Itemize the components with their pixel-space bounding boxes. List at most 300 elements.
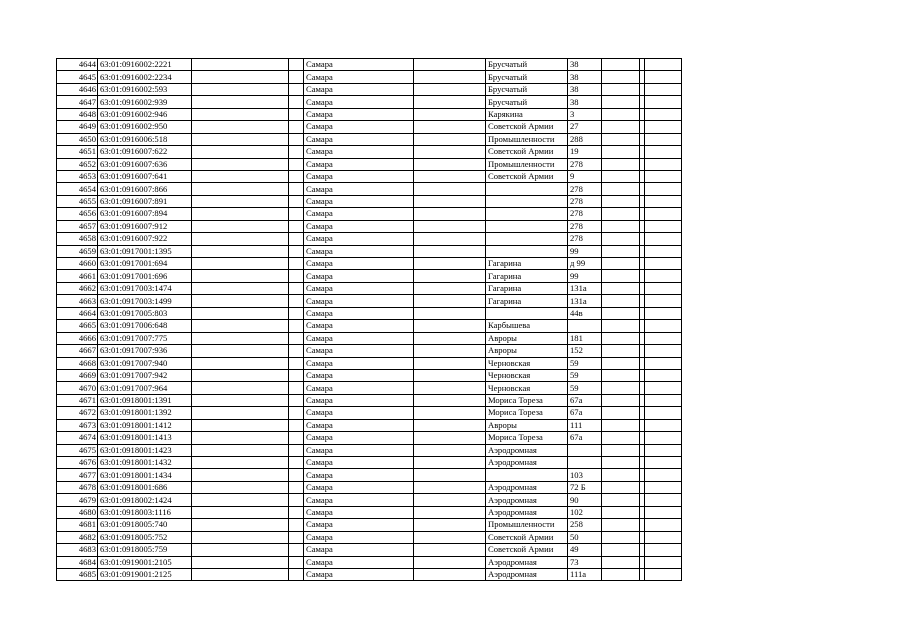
- house-cell: 38: [568, 96, 602, 108]
- table-row: [57, 444, 682, 456]
- house-cell: 73: [568, 556, 602, 568]
- row-number: 4664: [57, 307, 98, 319]
- empty-cell: [192, 59, 289, 71]
- row-number: 4680: [57, 506, 98, 518]
- house-cell: 278: [568, 195, 602, 207]
- empty-cell: [192, 494, 289, 506]
- empty-cell: [645, 568, 682, 580]
- empty-cell: [414, 170, 486, 182]
- house-cell: 49: [568, 544, 602, 556]
- empty-cell: [602, 345, 640, 357]
- empty-cell: [289, 481, 304, 493]
- row-number: 4673: [57, 419, 98, 431]
- empty-cell: [192, 369, 289, 381]
- empty-cell: [289, 531, 304, 543]
- empty-cell: [289, 457, 304, 469]
- row-number: 4676: [57, 457, 98, 469]
- house-cell: 278: [568, 208, 602, 220]
- table-row: [57, 345, 682, 357]
- empty-cell: [289, 220, 304, 232]
- table-row: [57, 258, 682, 270]
- city-cell: Самара: [304, 382, 414, 394]
- table-row: [57, 158, 682, 170]
- empty-cell: [414, 432, 486, 444]
- empty-cell: [602, 419, 640, 431]
- empty-cell: [289, 183, 304, 195]
- empty-cell: [414, 481, 486, 493]
- empty-cell: [289, 295, 304, 307]
- city-cell: Самара: [304, 394, 414, 406]
- empty-cell: [602, 220, 640, 232]
- empty-cell: [289, 345, 304, 357]
- table-row: [57, 568, 682, 580]
- empty-cell: [192, 158, 289, 170]
- empty-cell: [414, 220, 486, 232]
- empty-cell: [602, 320, 640, 332]
- cadastral-number: 63:01:0918001:1434: [98, 469, 192, 481]
- house-cell: [568, 444, 602, 456]
- empty-cell: [192, 556, 289, 568]
- row-number: 4678: [57, 481, 98, 493]
- empty-cell: [192, 108, 289, 120]
- house-cell: 278: [568, 220, 602, 232]
- cadastral-number: 63:01:0918001:1423: [98, 444, 192, 456]
- empty-cell: [645, 258, 682, 270]
- table-row: [57, 170, 682, 182]
- empty-cell: [645, 481, 682, 493]
- table-row: [57, 220, 682, 232]
- empty-cell: [414, 71, 486, 83]
- empty-cell: [602, 469, 640, 481]
- cadastral-number: 63:01:0916007:641: [98, 170, 192, 182]
- empty-cell: [602, 519, 640, 531]
- empty-cell: [414, 96, 486, 108]
- empty-cell: [192, 208, 289, 220]
- empty-cell: [414, 419, 486, 431]
- house-cell: 181: [568, 332, 602, 344]
- table-row: [57, 83, 682, 95]
- empty-cell: [645, 108, 682, 120]
- city-cell: Самара: [304, 245, 414, 257]
- street-cell: Брусчатый: [486, 71, 568, 83]
- empty-cell: [645, 444, 682, 456]
- empty-cell: [192, 419, 289, 431]
- cadastral-number: 63:01:0916006:518: [98, 133, 192, 145]
- row-number: 4668: [57, 357, 98, 369]
- street-cell: Брусчатый: [486, 59, 568, 71]
- empty-cell: [645, 158, 682, 170]
- empty-cell: [192, 382, 289, 394]
- empty-cell: [289, 83, 304, 95]
- empty-cell: [645, 220, 682, 232]
- empty-cell: [192, 245, 289, 257]
- street-cell: Советской Армии: [486, 146, 568, 158]
- city-cell: Самара: [304, 332, 414, 344]
- row-number: 4661: [57, 270, 98, 282]
- street-cell: Промышленности: [486, 158, 568, 170]
- row-number: 4660: [57, 258, 98, 270]
- cadastral-number: 63:01:0918001:686: [98, 481, 192, 493]
- empty-cell: [289, 382, 304, 394]
- table-row: [57, 494, 682, 506]
- empty-cell: [289, 544, 304, 556]
- empty-cell: [645, 183, 682, 195]
- city-cell: Самара: [304, 258, 414, 270]
- house-cell: 103: [568, 469, 602, 481]
- row-number: 4651: [57, 146, 98, 158]
- row-number: 4644: [57, 59, 98, 71]
- city-cell: Самара: [304, 432, 414, 444]
- cadastral-number: 63:01:0917003:1474: [98, 282, 192, 294]
- empty-cell: [414, 531, 486, 543]
- empty-cell: [414, 457, 486, 469]
- empty-cell: [192, 469, 289, 481]
- street-cell: [486, 245, 568, 257]
- empty-cell: [192, 295, 289, 307]
- street-cell: Аэродромная: [486, 568, 568, 580]
- empty-cell: [645, 208, 682, 220]
- empty-cell: [414, 233, 486, 245]
- empty-cell: [289, 506, 304, 518]
- empty-cell: [192, 544, 289, 556]
- empty-cell: [602, 96, 640, 108]
- row-number: 4655: [57, 195, 98, 207]
- street-cell: Аэродромная: [486, 457, 568, 469]
- house-cell: 9: [568, 170, 602, 182]
- empty-cell: [414, 320, 486, 332]
- street-cell: [486, 208, 568, 220]
- table-row: [57, 519, 682, 531]
- street-cell: Промышленности: [486, 519, 568, 531]
- empty-cell: [414, 270, 486, 282]
- house-cell: 27: [568, 121, 602, 133]
- empty-cell: [192, 444, 289, 456]
- empty-cell: [289, 133, 304, 145]
- row-number: 4658: [57, 233, 98, 245]
- cadastral-number: 63:01:0916007:894: [98, 208, 192, 220]
- table-row: [57, 481, 682, 493]
- row-number: 4675: [57, 444, 98, 456]
- empty-cell: [414, 394, 486, 406]
- empty-cell: [192, 282, 289, 294]
- row-number: 4674: [57, 432, 98, 444]
- empty-cell: [414, 369, 486, 381]
- street-cell: Черновская: [486, 382, 568, 394]
- cadastral-number: 63:01:0917001:694: [98, 258, 192, 270]
- row-number: 4663: [57, 295, 98, 307]
- street-cell: Советской Армии: [486, 170, 568, 182]
- row-number: 4677: [57, 469, 98, 481]
- empty-cell: [602, 245, 640, 257]
- row-number: 4656: [57, 208, 98, 220]
- cadastral-number: 63:01:0917001:1395: [98, 245, 192, 257]
- empty-cell: [602, 258, 640, 270]
- empty-cell: [645, 133, 682, 145]
- empty-cell: [289, 208, 304, 220]
- street-cell: Карякина: [486, 108, 568, 120]
- empty-cell: [192, 83, 289, 95]
- empty-cell: [414, 83, 486, 95]
- empty-cell: [414, 121, 486, 133]
- empty-cell: [289, 195, 304, 207]
- city-cell: Самара: [304, 170, 414, 182]
- street-cell: Аэродромная: [486, 494, 568, 506]
- empty-cell: [414, 444, 486, 456]
- row-number: 4649: [57, 121, 98, 133]
- city-cell: Самара: [304, 544, 414, 556]
- city-cell: Самара: [304, 357, 414, 369]
- empty-cell: [289, 469, 304, 481]
- house-cell: 288: [568, 133, 602, 145]
- empty-cell: [645, 419, 682, 431]
- cadastral-number: 63:01:0917007:942: [98, 369, 192, 381]
- city-cell: Самара: [304, 282, 414, 294]
- empty-cell: [602, 121, 640, 133]
- empty-cell: [289, 519, 304, 531]
- empty-cell: [602, 295, 640, 307]
- table-row: [57, 146, 682, 158]
- row-number: 4682: [57, 531, 98, 543]
- empty-cell: [645, 531, 682, 543]
- empty-cell: [192, 481, 289, 493]
- street-cell: Гагарина: [486, 270, 568, 282]
- street-cell: Гагарина: [486, 258, 568, 270]
- row-number: 4685: [57, 568, 98, 580]
- city-cell: Самара: [304, 295, 414, 307]
- empty-cell: [289, 320, 304, 332]
- city-cell: Самара: [304, 71, 414, 83]
- empty-cell: [414, 195, 486, 207]
- row-number: 4671: [57, 394, 98, 406]
- city-cell: Самара: [304, 270, 414, 282]
- empty-cell: [192, 519, 289, 531]
- house-cell: 278: [568, 183, 602, 195]
- register-table-body: [57, 59, 682, 581]
- empty-cell: [645, 519, 682, 531]
- city-cell: Самара: [304, 83, 414, 95]
- empty-cell: [645, 170, 682, 182]
- empty-cell: [289, 568, 304, 580]
- cadastral-number: 63:01:0917007:936: [98, 345, 192, 357]
- row-number: 4669: [57, 369, 98, 381]
- street-cell: Авроры: [486, 419, 568, 431]
- cadastral-number: 63:01:0918001:1392: [98, 407, 192, 419]
- row-number: 4681: [57, 519, 98, 531]
- row-number: 4645: [57, 71, 98, 83]
- cadastral-number: 63:01:0917007:940: [98, 357, 192, 369]
- empty-cell: [289, 146, 304, 158]
- empty-cell: [289, 258, 304, 270]
- empty-cell: [602, 556, 640, 568]
- cadastral-number: 63:01:0918005:740: [98, 519, 192, 531]
- house-cell: 90: [568, 494, 602, 506]
- table-row: [57, 407, 682, 419]
- empty-cell: [602, 71, 640, 83]
- empty-cell: [414, 307, 486, 319]
- empty-cell: [192, 357, 289, 369]
- house-cell: 111: [568, 419, 602, 431]
- house-cell: 44в: [568, 307, 602, 319]
- table-row: [57, 71, 682, 83]
- house-cell: 72 Б: [568, 481, 602, 493]
- empty-cell: [602, 170, 640, 182]
- row-number: 4657: [57, 220, 98, 232]
- empty-cell: [289, 96, 304, 108]
- empty-cell: [602, 307, 640, 319]
- street-cell: Мориса Тореза: [486, 407, 568, 419]
- cadastral-number: 63:01:0916007:636: [98, 158, 192, 170]
- empty-cell: [414, 108, 486, 120]
- empty-cell: [602, 183, 640, 195]
- city-cell: Самара: [304, 519, 414, 531]
- empty-cell: [645, 320, 682, 332]
- empty-cell: [602, 133, 640, 145]
- empty-cell: [602, 481, 640, 493]
- street-cell: Авроры: [486, 345, 568, 357]
- house-cell: д 99: [568, 258, 602, 270]
- empty-cell: [645, 332, 682, 344]
- city-cell: Самара: [304, 481, 414, 493]
- empty-cell: [602, 270, 640, 282]
- row-number: 4683: [57, 544, 98, 556]
- cadastral-number: 63:01:0918001:1432: [98, 457, 192, 469]
- empty-cell: [414, 208, 486, 220]
- empty-cell: [602, 457, 640, 469]
- table-row: [57, 307, 682, 319]
- empty-cell: [289, 245, 304, 257]
- empty-cell: [602, 568, 640, 580]
- street-cell: Аэродромная: [486, 506, 568, 518]
- empty-cell: [414, 158, 486, 170]
- cadastral-number: 63:01:0917007:964: [98, 382, 192, 394]
- house-cell: 131а: [568, 282, 602, 294]
- row-number: 4670: [57, 382, 98, 394]
- empty-cell: [645, 146, 682, 158]
- house-cell: 38: [568, 71, 602, 83]
- empty-cell: [645, 506, 682, 518]
- city-cell: Самара: [304, 369, 414, 381]
- house-cell: 50: [568, 531, 602, 543]
- row-number: 4647: [57, 96, 98, 108]
- table-row: [57, 121, 682, 133]
- empty-cell: [192, 320, 289, 332]
- house-cell: 102: [568, 506, 602, 518]
- empty-cell: [645, 357, 682, 369]
- cadastral-number: 63:01:0918003:1116: [98, 506, 192, 518]
- empty-cell: [192, 407, 289, 419]
- table-row: [57, 282, 682, 294]
- house-cell: 278: [568, 158, 602, 170]
- empty-cell: [602, 544, 640, 556]
- empty-cell: [414, 469, 486, 481]
- house-cell: 131а: [568, 295, 602, 307]
- empty-cell: [645, 121, 682, 133]
- empty-cell: [192, 394, 289, 406]
- house-cell: 278: [568, 233, 602, 245]
- empty-cell: [289, 407, 304, 419]
- empty-cell: [192, 146, 289, 158]
- empty-cell: [602, 83, 640, 95]
- empty-cell: [289, 332, 304, 344]
- empty-cell: [289, 419, 304, 431]
- empty-cell: [645, 407, 682, 419]
- empty-cell: [645, 556, 682, 568]
- empty-cell: [414, 282, 486, 294]
- cadastral-number: 63:01:0917007:775: [98, 332, 192, 344]
- city-cell: Самара: [304, 345, 414, 357]
- empty-cell: [602, 394, 640, 406]
- house-cell: [568, 320, 602, 332]
- street-cell: Советской Армии: [486, 531, 568, 543]
- house-cell: 38: [568, 83, 602, 95]
- house-cell: 152: [568, 345, 602, 357]
- table-row: [57, 270, 682, 282]
- city-cell: Самара: [304, 494, 414, 506]
- city-cell: Самара: [304, 121, 414, 133]
- cadastral-number: 63:01:0916007:891: [98, 195, 192, 207]
- empty-cell: [192, 183, 289, 195]
- empty-cell: [645, 494, 682, 506]
- row-number: 4654: [57, 183, 98, 195]
- row-number: 4662: [57, 282, 98, 294]
- table-row: [57, 208, 682, 220]
- street-cell: [486, 183, 568, 195]
- table-row: [57, 369, 682, 381]
- house-cell: 59: [568, 357, 602, 369]
- empty-cell: [602, 282, 640, 294]
- empty-cell: [602, 208, 640, 220]
- house-cell: 99: [568, 270, 602, 282]
- empty-cell: [289, 494, 304, 506]
- city-cell: Самара: [304, 307, 414, 319]
- house-cell: 19: [568, 146, 602, 158]
- empty-cell: [192, 71, 289, 83]
- empty-cell: [289, 71, 304, 83]
- city-cell: Самара: [304, 568, 414, 580]
- cadastral-number: 63:01:0917005:803: [98, 307, 192, 319]
- empty-cell: [602, 494, 640, 506]
- empty-cell: [645, 469, 682, 481]
- row-number: 4646: [57, 83, 98, 95]
- cadastral-number: 63:01:0916007:922: [98, 233, 192, 245]
- empty-cell: [289, 233, 304, 245]
- empty-cell: [602, 382, 640, 394]
- empty-cell: [645, 83, 682, 95]
- city-cell: Самара: [304, 233, 414, 245]
- empty-cell: [602, 432, 640, 444]
- house-cell: 111а: [568, 568, 602, 580]
- empty-cell: [602, 233, 640, 245]
- empty-cell: [414, 568, 486, 580]
- table-row: [57, 432, 682, 444]
- empty-cell: [192, 432, 289, 444]
- empty-cell: [602, 506, 640, 518]
- table-row: [57, 394, 682, 406]
- empty-cell: [645, 382, 682, 394]
- empty-cell: [289, 369, 304, 381]
- empty-cell: [645, 59, 682, 71]
- register-table: [56, 58, 682, 581]
- empty-cell: [602, 531, 640, 543]
- row-number: 4648: [57, 108, 98, 120]
- cadastral-number: 63:01:0918001:1391: [98, 394, 192, 406]
- empty-cell: [645, 394, 682, 406]
- empty-cell: [192, 121, 289, 133]
- city-cell: Самара: [304, 146, 414, 158]
- cadastral-number: 63:01:0917003:1499: [98, 295, 192, 307]
- empty-cell: [414, 494, 486, 506]
- row-number: 4679: [57, 494, 98, 506]
